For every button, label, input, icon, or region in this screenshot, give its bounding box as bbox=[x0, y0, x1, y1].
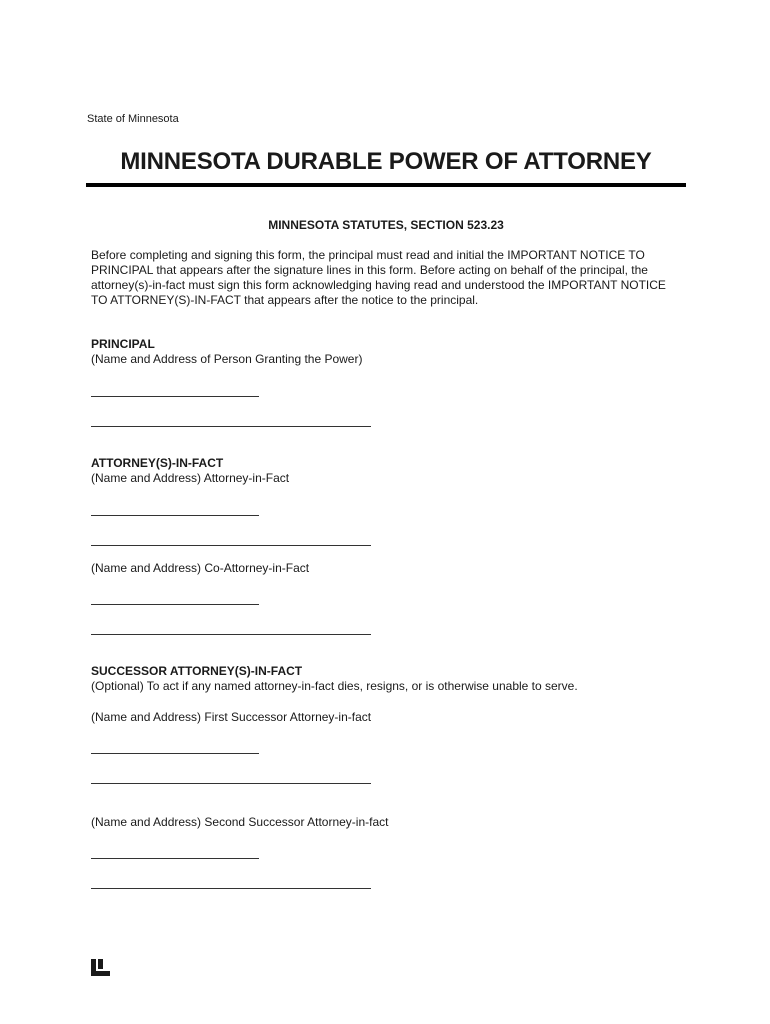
attorney-name-line[interactable] bbox=[91, 515, 259, 516]
state-label: State of Minnesota bbox=[87, 113, 179, 125]
second-successor-address-line[interactable] bbox=[91, 888, 371, 889]
co-attorney-name-line[interactable] bbox=[91, 604, 259, 605]
first-successor-address-line[interactable] bbox=[91, 783, 371, 784]
principal-subtitle: (Name and Address of Person Granting the Power) bbox=[91, 352, 363, 366]
principal-address-line[interactable] bbox=[91, 426, 371, 427]
attorney-address-line[interactable] bbox=[91, 545, 371, 546]
co-attorney-label: (Name and Address) Co-Attorney-in-Fact bbox=[91, 561, 310, 575]
successors-optional-note: (Optional) To act if any named attorney-in-fact dies, resigns, or is otherwise unable to serve. bbox=[91, 679, 578, 693]
co-attorney-address-line[interactable] bbox=[91, 634, 371, 635]
principal-heading: PRINCIPAL bbox=[91, 337, 155, 351]
second-successor-label: (Name and Address) Second Successor Attorney-in-fact bbox=[91, 815, 389, 829]
second-successor-name-line[interactable] bbox=[91, 858, 259, 859]
title-divider bbox=[86, 183, 686, 187]
principal-name-line[interactable] bbox=[91, 396, 259, 397]
first-successor-label: (Name and Address) First Successor Attorney-in-fact bbox=[91, 710, 372, 724]
attorneys-heading: ATTORNEY(S)-IN-FACT bbox=[91, 456, 224, 470]
attorney-label: (Name and Address) Attorney-in-Fact bbox=[91, 471, 290, 485]
successors-heading: SUCCESSOR ATTORNEY(S)-IN-FACT bbox=[91, 664, 303, 678]
intro-paragraph: Before completing and signing this form, the principal must read and initial the IMPORTANT NOTICE TO PRINCIPAL that appears after the signature lines in this form. Before acting on behalf of the principal, the attorney(s)-in-fact must sign this form acknowledging having read and understood the IMPORTANT NOTICE TO ATTORNEY(S)-IN-FACT that appears after the notice to the principal. bbox=[91, 248, 666, 307]
statute-reference: MINNESOTA STATUTES, SECTION 523.23 bbox=[268, 218, 504, 232]
first-successor-name-line[interactable] bbox=[91, 753, 259, 754]
document-logo-icon bbox=[91, 959, 110, 976]
document-title: MINNESOTA DURABLE POWER OF ATTORNEY bbox=[120, 148, 652, 175]
